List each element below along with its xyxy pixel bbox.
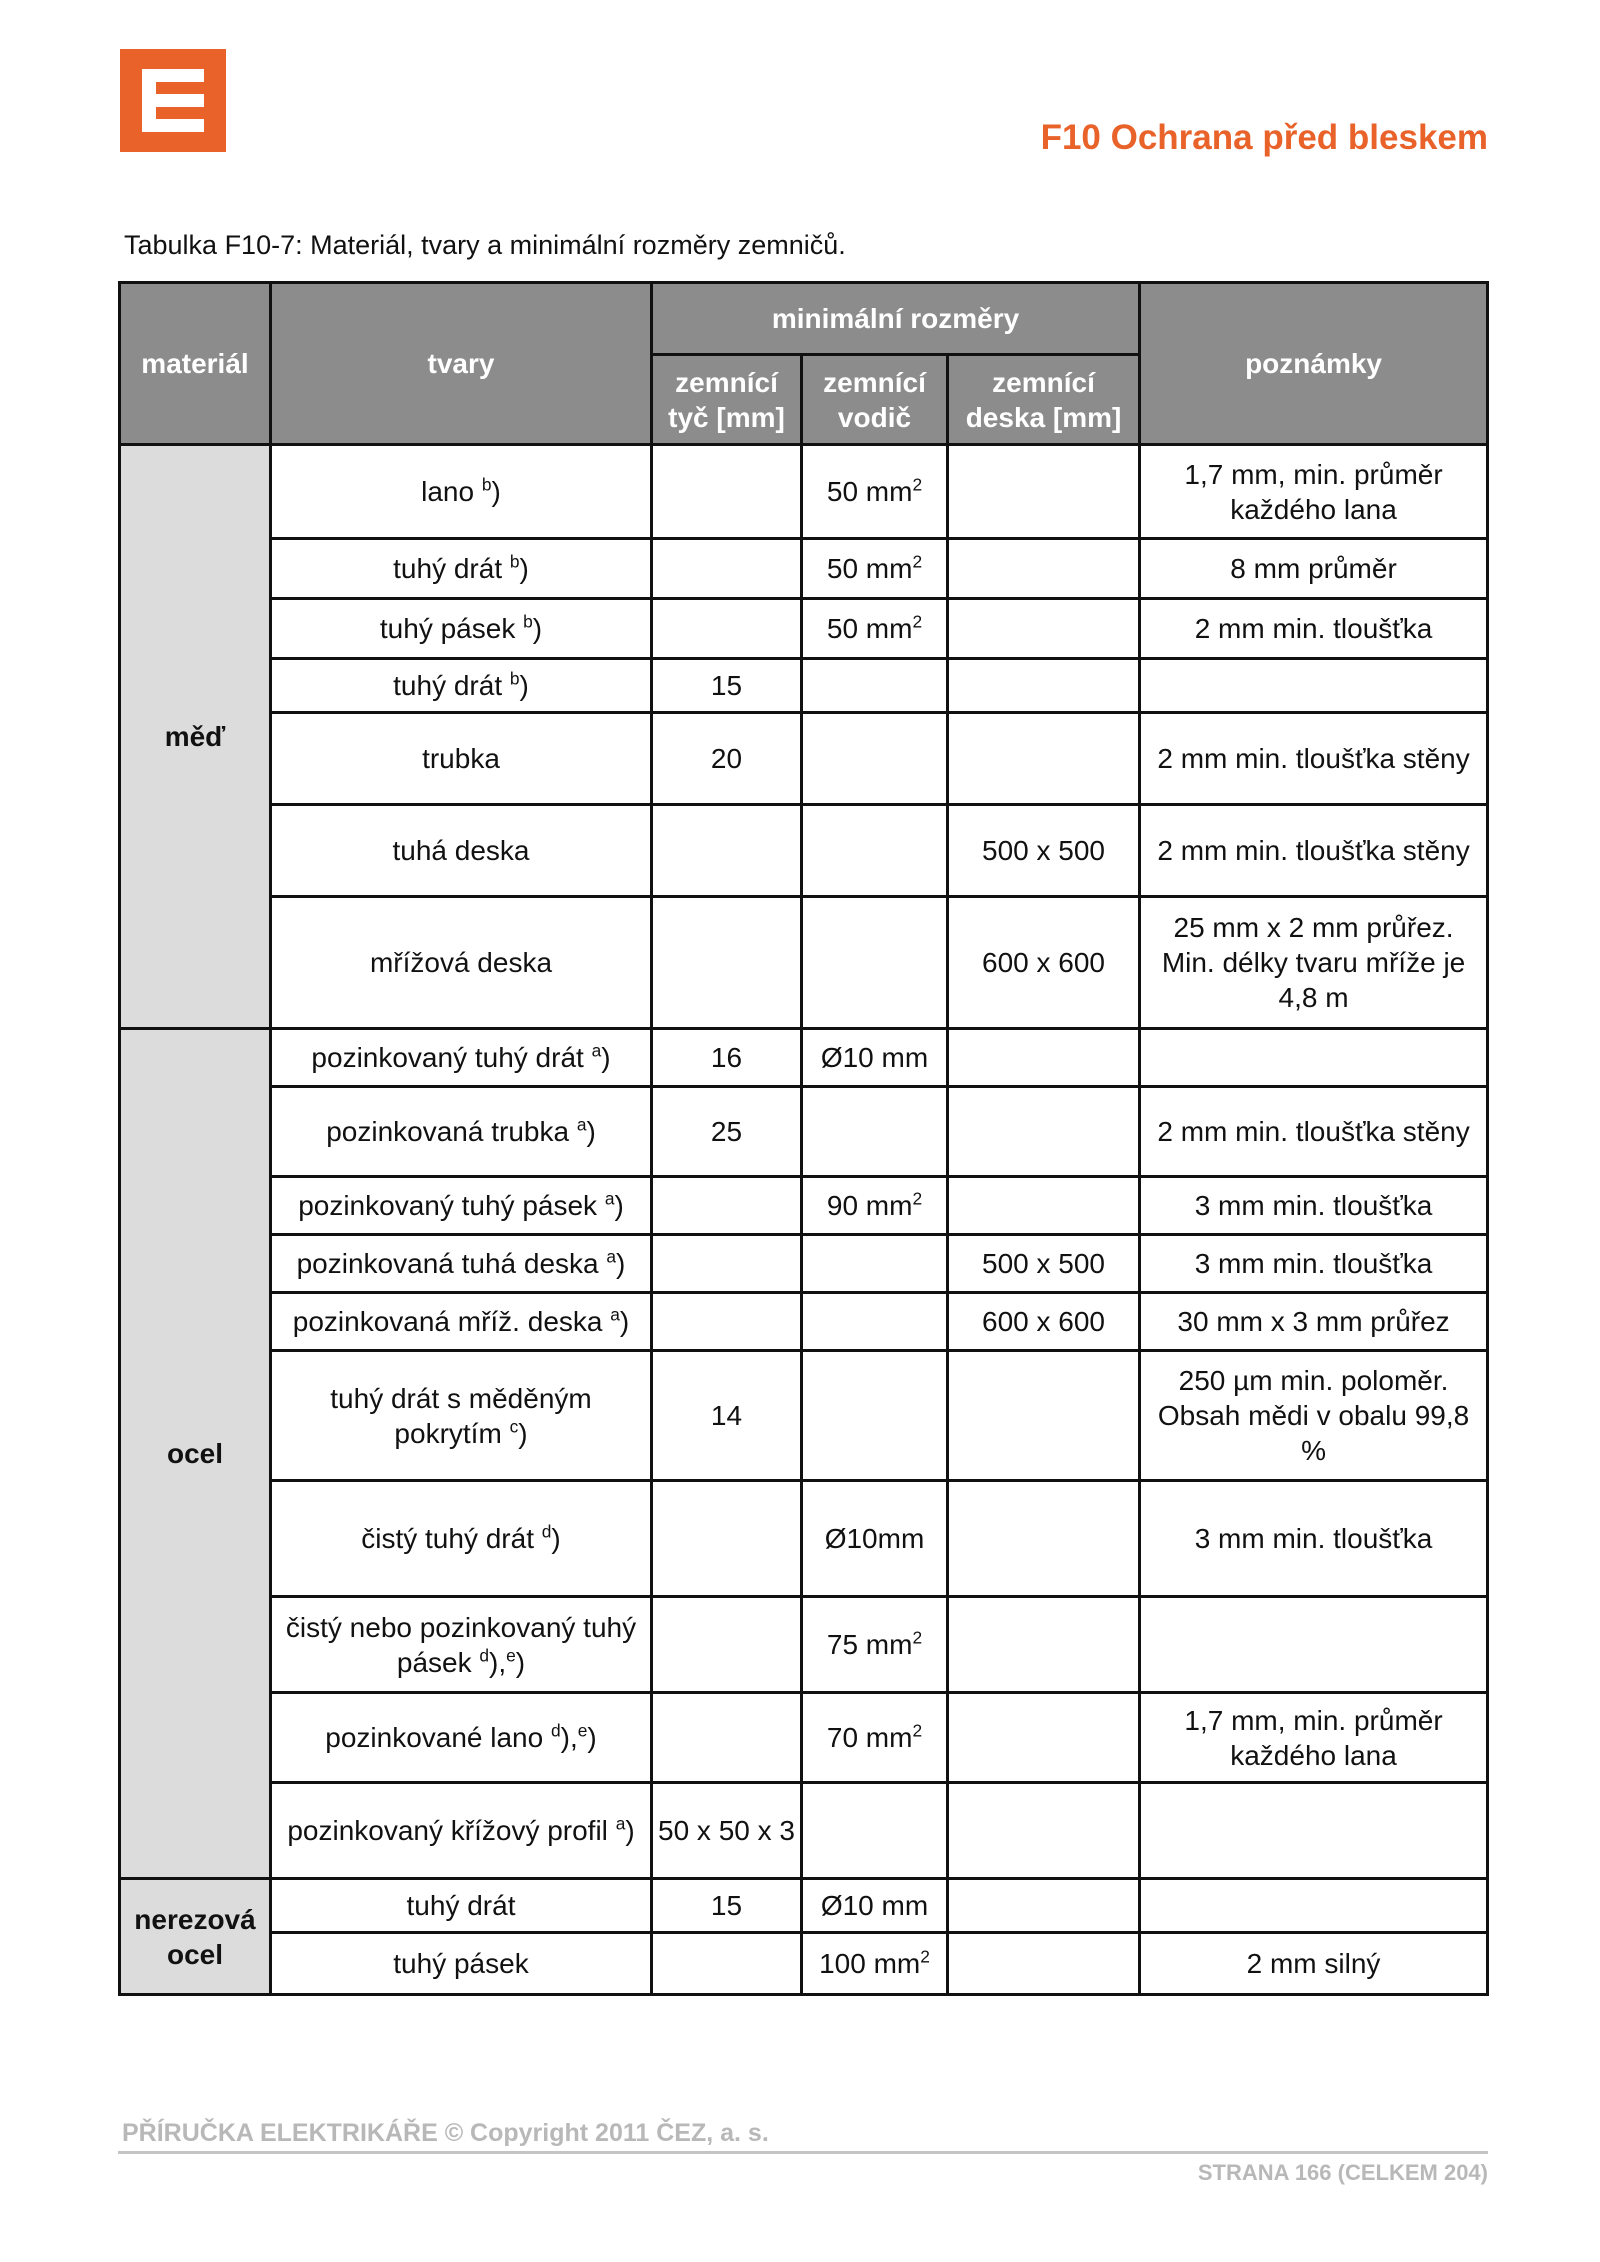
cell-poznamky: 3 mm min. tloušťka	[1140, 1235, 1488, 1293]
material-ocel: ocel	[120, 1029, 271, 1879]
cell-tyc	[652, 1177, 802, 1235]
cell-vodic	[802, 1087, 948, 1177]
tvar-text: tuhý pásek	[379, 613, 516, 644]
cell-poznamky	[1140, 659, 1488, 713]
table-row	[120, 1933, 1488, 1995]
table-row	[120, 1783, 1488, 1879]
cell-deska	[948, 1351, 1140, 1481]
unit-superscript: 2	[912, 551, 923, 572]
cell-poznamky: 2 mm silný	[1140, 1933, 1488, 1995]
cell-tvar	[271, 713, 652, 805]
table-row	[120, 1029, 1488, 1087]
cell-poznamky	[1140, 1597, 1488, 1693]
vodic-text: 100 mm	[819, 1948, 921, 1979]
table-row	[120, 1293, 1488, 1351]
cell-deska	[948, 659, 1140, 713]
footnote-ref: c	[509, 1416, 519, 1437]
footnote-ref: b	[481, 474, 492, 495]
table-row	[120, 1597, 1488, 1693]
cell-deska	[948, 1783, 1140, 1879]
cell-vodic	[802, 539, 948, 599]
page-title: F10 Ochrana před bleskem	[1040, 118, 1488, 157]
cell-poznamky: 25 mm x 2 mm průřez. Min. délky tvaru mříže je 4,8 m	[1140, 897, 1488, 1029]
footer-page-number: STRANA 166 (CELKEM 204)	[1197, 2160, 1488, 2185]
footnote-ref: a	[615, 1813, 626, 1834]
cell-vodic	[802, 1481, 948, 1597]
cell-tyc	[652, 599, 802, 659]
footnote-ref: a	[610, 1304, 620, 1325]
vodic-text: Ø10 mm	[820, 1890, 929, 1921]
header-tyc: zemnící tyč [mm]	[652, 355, 802, 445]
vodic-text: Ø10 mm	[820, 1042, 929, 1073]
cell-vodic	[802, 1597, 948, 1693]
cell-vodic	[802, 1351, 948, 1481]
tvar-text: tuhá deska	[392, 835, 530, 866]
cell-tvar: pozinkovaný křížový profil $^a$)	[271, 1783, 652, 1879]
cell-tvar: pozinkovaná tuhá deska $^a$)	[271, 1235, 652, 1293]
table-row	[120, 1235, 1488, 1293]
header-min-dimensions: minimální rozměry	[652, 283, 1140, 355]
tvar-text: pozinkovaný křížový profil	[287, 1815, 608, 1846]
cell-tyc: 15	[652, 1879, 802, 1933]
cell-vodic	[802, 1693, 948, 1783]
footnote-ref: d	[479, 1645, 490, 1666]
tvar-text: tuhý pásek	[393, 1948, 529, 1979]
cell-vodic	[802, 1933, 948, 1995]
unit-superscript: 2	[912, 611, 923, 632]
tvar-text: čistý tuhý drát	[361, 1523, 534, 1554]
cell-tyc	[652, 1933, 802, 1995]
unit-superscript: 2	[912, 474, 923, 495]
cell-tvar	[271, 1933, 652, 1995]
tvar-text: tuhý drát	[393, 553, 503, 584]
cell-tvar: pozinkovaný tuhý drát $^a$)	[271, 1029, 652, 1087]
cell-poznamky	[1140, 1029, 1488, 1087]
cell-poznamky: 8 mm průměr	[1140, 539, 1488, 599]
cell-tvar: pozinkovaná mříž. deska $^a$)	[271, 1293, 652, 1351]
footnote-ref: d	[550, 1720, 561, 1741]
vodic-text: 50 mm	[826, 613, 913, 644]
cell-vodic	[802, 713, 948, 805]
cell-poznamky: 3 mm min. tloušťka	[1140, 1481, 1488, 1597]
header-poznamky: poznámky	[1140, 283, 1488, 445]
vodic-text: 75 mm	[826, 1629, 913, 1660]
cell-tyc: 20	[652, 713, 802, 805]
cell-deska	[948, 1481, 1140, 1597]
table-row	[120, 1087, 1488, 1177]
cell-deska: 600 x 600	[948, 897, 1140, 1029]
cell-deska	[948, 1029, 1140, 1087]
cell-deska	[948, 713, 1140, 805]
cell-tvar: tuhý drát s měděným pokrytím $^c$)	[271, 1351, 652, 1481]
vodic-text: 50 mm	[826, 476, 913, 507]
table-row	[120, 805, 1488, 897]
tvar-text: trubka	[422, 743, 500, 774]
tvar-text: tuhý drát s měděným pokrytím	[330, 1382, 592, 1449]
cell-tyc	[652, 1693, 802, 1783]
footnote-ref: a	[604, 1188, 615, 1209]
cell-deska	[948, 1597, 1140, 1693]
cell-tyc	[652, 445, 802, 539]
cell-deska	[948, 539, 1140, 599]
cell-tvar: tuhý drát $^b$)	[271, 539, 652, 599]
vodic-text: 50 mm	[826, 553, 913, 584]
cell-tvar: pozinkovaná trubka $^a$)	[271, 1087, 652, 1177]
unit-superscript: 2	[912, 1720, 923, 1741]
tvar-text: čistý nebo pozinkovaný tuhý pásek	[285, 1611, 637, 1678]
tvar-text: tuhý drát	[393, 670, 503, 701]
table-row	[120, 445, 1488, 539]
grounding-electrodes-table	[118, 281, 1489, 1996]
cell-poznamky	[1140, 1783, 1488, 1879]
cell-vodic	[802, 1293, 948, 1351]
table-caption: Tabulka F10-7: Materiál, tvary a minimální rozměry zemničů.	[124, 230, 846, 260]
tvar-text: mřížová deska	[369, 947, 553, 978]
cell-vodic	[802, 1177, 948, 1235]
cez-logo	[120, 49, 226, 152]
footnote-ref: b	[523, 611, 533, 632]
tvar-text: tuhý drát	[406, 1890, 516, 1921]
cell-vodic	[802, 599, 948, 659]
cell-deska: 600 x 600	[948, 1293, 1140, 1351]
tvar-text: pozinkovaná trubka	[326, 1116, 570, 1147]
header-material: materiál	[120, 283, 271, 445]
table-row	[120, 539, 1488, 599]
table-row	[120, 1351, 1488, 1481]
footnote-ref: e	[506, 1645, 516, 1666]
table-row	[120, 713, 1488, 805]
cell-tvar: tuhý drát $^b$)	[271, 659, 652, 713]
cell-poznamky: 1,7 mm, min. průměr každého lana	[1140, 1693, 1488, 1783]
unit-superscript: 2	[912, 1188, 923, 1209]
tvar-text: pozinkované lano	[325, 1722, 544, 1753]
cell-tvar: pozinkovaný tuhý pásek $^a$)	[271, 1177, 652, 1235]
cell-poznamky: 2 mm min. tloušťka stěny	[1140, 1087, 1488, 1177]
cell-poznamky: 30 mm x 3 mm průřez	[1140, 1293, 1488, 1351]
footnote-ref: b	[509, 668, 520, 689]
cell-vodic	[802, 897, 948, 1029]
footnote-ref: e	[577, 1720, 588, 1741]
table-row	[120, 1879, 1488, 1933]
cell-deska	[948, 1693, 1140, 1783]
cell-deska: 500 x 500	[948, 1235, 1140, 1293]
cell-deska: 500 x 500	[948, 805, 1140, 897]
cell-poznamky: 250 µm min. poloměr. Obsah mědi v obalu 99,8 %	[1140, 1351, 1488, 1481]
unit-superscript: 2	[912, 1627, 923, 1648]
cell-poznamky: 2 mm min. tloušťka stěny	[1140, 713, 1488, 805]
footnote-ref: a	[591, 1040, 602, 1061]
cell-tvar	[271, 897, 652, 1029]
table-row	[120, 897, 1488, 1029]
cell-deska	[948, 1879, 1140, 1933]
cell-poznamky: 1,7 mm, min. průměr každého lana	[1140, 445, 1488, 539]
tvar-text: pozinkovaná mříž. deska	[292, 1306, 603, 1337]
cell-deska	[948, 445, 1140, 539]
cell-poznamky: 2 mm min. tloušťka stěny	[1140, 805, 1488, 897]
cell-vodic	[802, 805, 948, 897]
cell-tyc	[652, 1597, 802, 1693]
cell-tyc	[652, 897, 802, 1029]
footer-divider	[118, 2151, 1488, 2154]
header-deska: zemnící deska [mm]	[948, 355, 1140, 445]
cell-tyc	[652, 1235, 802, 1293]
table-row	[120, 1177, 1488, 1235]
cell-tvar	[271, 1879, 652, 1933]
cell-tyc	[652, 1293, 802, 1351]
cell-tvar: čistý tuhý drát $^d$)	[271, 1481, 652, 1597]
cell-poznamky: 3 mm min. tloušťka	[1140, 1177, 1488, 1235]
cell-deska	[948, 1087, 1140, 1177]
cell-tyc: 25	[652, 1087, 802, 1177]
footer-copyright: PŘÍRUČKA ELEKTRIKÁŘE © Copyright 2011 ČEZ, a. s.	[122, 2119, 769, 2147]
cell-tyc: 14	[652, 1351, 802, 1481]
footnote-ref: a	[576, 1114, 587, 1135]
cell-vodic	[802, 1029, 948, 1087]
cell-tyc	[652, 1481, 802, 1597]
cell-vodic	[802, 1783, 948, 1879]
header-tvary: tvary	[271, 283, 652, 445]
header-vodic: zemnící vodič	[802, 355, 948, 445]
cell-tyc: 16	[652, 1029, 802, 1087]
tvar-text: pozinkovaný tuhý drát	[311, 1042, 584, 1073]
vodic-text: Ø10mm	[824, 1523, 925, 1554]
footnote-ref: d	[541, 1521, 552, 1542]
footnote-ref: b	[509, 551, 520, 572]
cell-deska	[948, 1177, 1140, 1235]
material-nerezova-ocel: nerezová ocel	[120, 1879, 271, 1995]
cell-poznamky	[1140, 1879, 1488, 1933]
tvar-text: lano	[421, 476, 475, 507]
table-row	[120, 1693, 1488, 1783]
vodic-text: 70 mm	[826, 1722, 913, 1753]
cell-tvar: pozinkované lano $^d$),$^e$)	[271, 1693, 652, 1783]
cell-deska	[948, 599, 1140, 659]
cell-tvar: lano $^b$)	[271, 445, 652, 539]
material-med: měď	[120, 445, 271, 1029]
cell-tyc: 15	[652, 659, 802, 713]
tvar-text: pozinkovaný tuhý pásek	[298, 1190, 598, 1221]
table-row	[120, 1481, 1488, 1597]
unit-superscript: 2	[920, 1946, 930, 1967]
vodic-text: 90 mm	[826, 1190, 913, 1221]
tvar-text: pozinkovaná tuhá deska	[296, 1248, 599, 1279]
cell-tvar	[271, 805, 652, 897]
footnote-ref: a	[606, 1246, 617, 1267]
table-row	[120, 599, 1488, 659]
table-row	[120, 659, 1488, 713]
cell-vodic	[802, 659, 948, 713]
cell-vodic	[802, 1879, 948, 1933]
cell-tyc	[652, 539, 802, 599]
cell-poznamky: 2 mm min. tloušťka	[1140, 599, 1488, 659]
cell-vodic	[802, 445, 948, 539]
cell-vodic	[802, 1235, 948, 1293]
cell-tvar: tuhý pásek $^b$)	[271, 599, 652, 659]
cell-tvar: čistý nebo pozinkovaný tuhý pásek $^d$),$^e$)	[271, 1597, 652, 1693]
cell-deska	[948, 1933, 1140, 1995]
cell-tyc: 50 x 50 x 3	[652, 1783, 802, 1879]
cell-tyc	[652, 805, 802, 897]
